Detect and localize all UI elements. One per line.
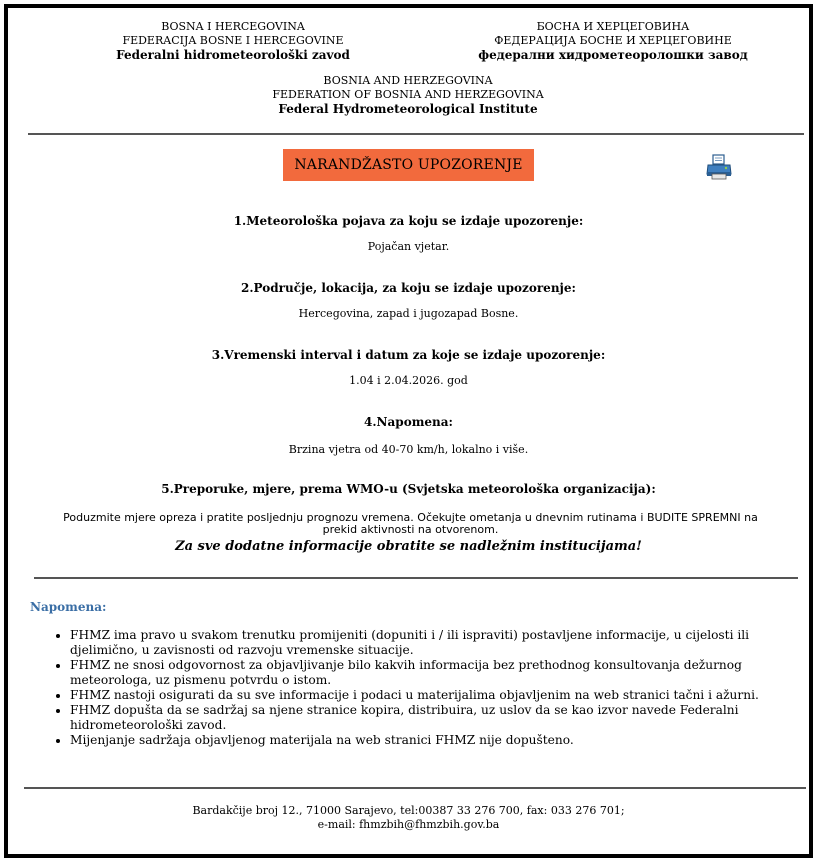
- header-en-federation: FEDERATION OF BOSNIA AND HERZEGOVINA: [272, 88, 544, 101]
- section-5-title: 5.Preporuke, mjere, prema WMO-u (Svjetska meteorološka organizacija):: [161, 482, 656, 496]
- notes-item: • Mijenjanje sadržaja objavljenog materijala na web stranici FHMZ nije dopušteno.: [70, 733, 810, 748]
- header-bs-federation: FEDERACIJA BOSNE I HERCEGOVINE: [122, 34, 344, 47]
- section-4-text: Brzina vjetra od 40-70 km/h, lokalno i više.: [288, 443, 529, 456]
- header-serbian: [448, 20, 778, 62]
- content-divider: [34, 577, 798, 579]
- header-en-institute: Federal Hydrometeorological Institute: [278, 102, 538, 116]
- notes-item: • FHMZ nastoji osigurati da su sve informacije i podaci u materijalima objavljenim na web stranici tačni i ažurni.: [70, 688, 810, 703]
- notes-item: • FHMZ dopušta da se sadržaj sa njene stranice kopira, distribuira, uz uslov da se kao izvor navede Federalni hidrometeorološki zavod.: [70, 703, 810, 733]
- section-2-title: 2.Područje, lokacija, za koju se izdaje upozorenje:: [241, 281, 576, 295]
- printer-icon[interactable]: [704, 152, 734, 182]
- header-sr-country: БОСНА И ХЕРЦЕГОВИНА: [536, 20, 690, 33]
- warning-level-badge: NARANDŽASTO UPOZORENJE: [283, 149, 534, 181]
- header-sr-federation: ФЕДЕРАЦИЈА БОСНЕ И ХЕРЦЕГОВИНЕ: [494, 34, 732, 47]
- footer-address: Bardakčije broj 12., 71000 Sarajevo, tel:00387 33 276 700, fax: 033 276 701;: [192, 804, 625, 817]
- notes-item: • FHMZ ne snosi odgovornost za objavljivanje bilo kakvih informacija bez prethodnog konsultovanja dežurnog meteorologa, uz pismenu potvrdu o istom.: [70, 658, 810, 688]
- footer-divider: [24, 787, 806, 789]
- section-1-text: Pojačan vjetar.: [367, 240, 450, 253]
- section-1-title: 1.Meteorološka pojava za koju se izdaje upozorenje:: [233, 214, 584, 228]
- document-frame: [4, 4, 813, 858]
- header-bs-institute: Federalni hidrometeorološki zavod: [116, 48, 350, 62]
- section-3-title: 3.Vremenski interval i datum za koje se izdaje upozorenje:: [211, 348, 606, 362]
- closing-note: Za sve dodatne informacije obratite se nadležnim institucijama!: [175, 539, 642, 554]
- footer-email: e-mail: fhmzbih@fhmzbih.gov.ba: [317, 818, 500, 831]
- header-bs-country: BOSNA I HERCEGOVINA: [161, 20, 305, 33]
- notes-title: Napomena:: [30, 600, 107, 614]
- notes-item: • FHMZ ima pravo u svakom trenutku promijeniti (dopuniti i / ili ispraviti) postavljene informacije, u cijelosti ili djelimično, u zavisnosti od razvoju vremenske situacije.: [70, 628, 810, 658]
- header-sr-institute: федерални хидрометеоролошки завод: [478, 48, 748, 62]
- notes-list: [44, 628, 810, 748]
- header-english: [243, 74, 573, 116]
- section-2-text: Hercegovina, zapad i jugozapad Bosne.: [298, 307, 519, 320]
- section-4-title: 4.Napomena:: [364, 415, 453, 429]
- header-divider: [28, 133, 804, 135]
- section-3-text: 1.04 i 2.04.2026. god: [349, 374, 468, 387]
- header-en-country: BOSNIA AND HERZEGOVINA: [323, 74, 493, 87]
- section-5-text: Poduzmite mjere opreza i pratite posljednju prognozu vremena. Očekujte ometanja u dnevnim rutinama i BUDITE SPREMNI na prekid aktivnosti na otvorenom.: [63, 511, 758, 536]
- header-bosnian: [68, 20, 398, 62]
